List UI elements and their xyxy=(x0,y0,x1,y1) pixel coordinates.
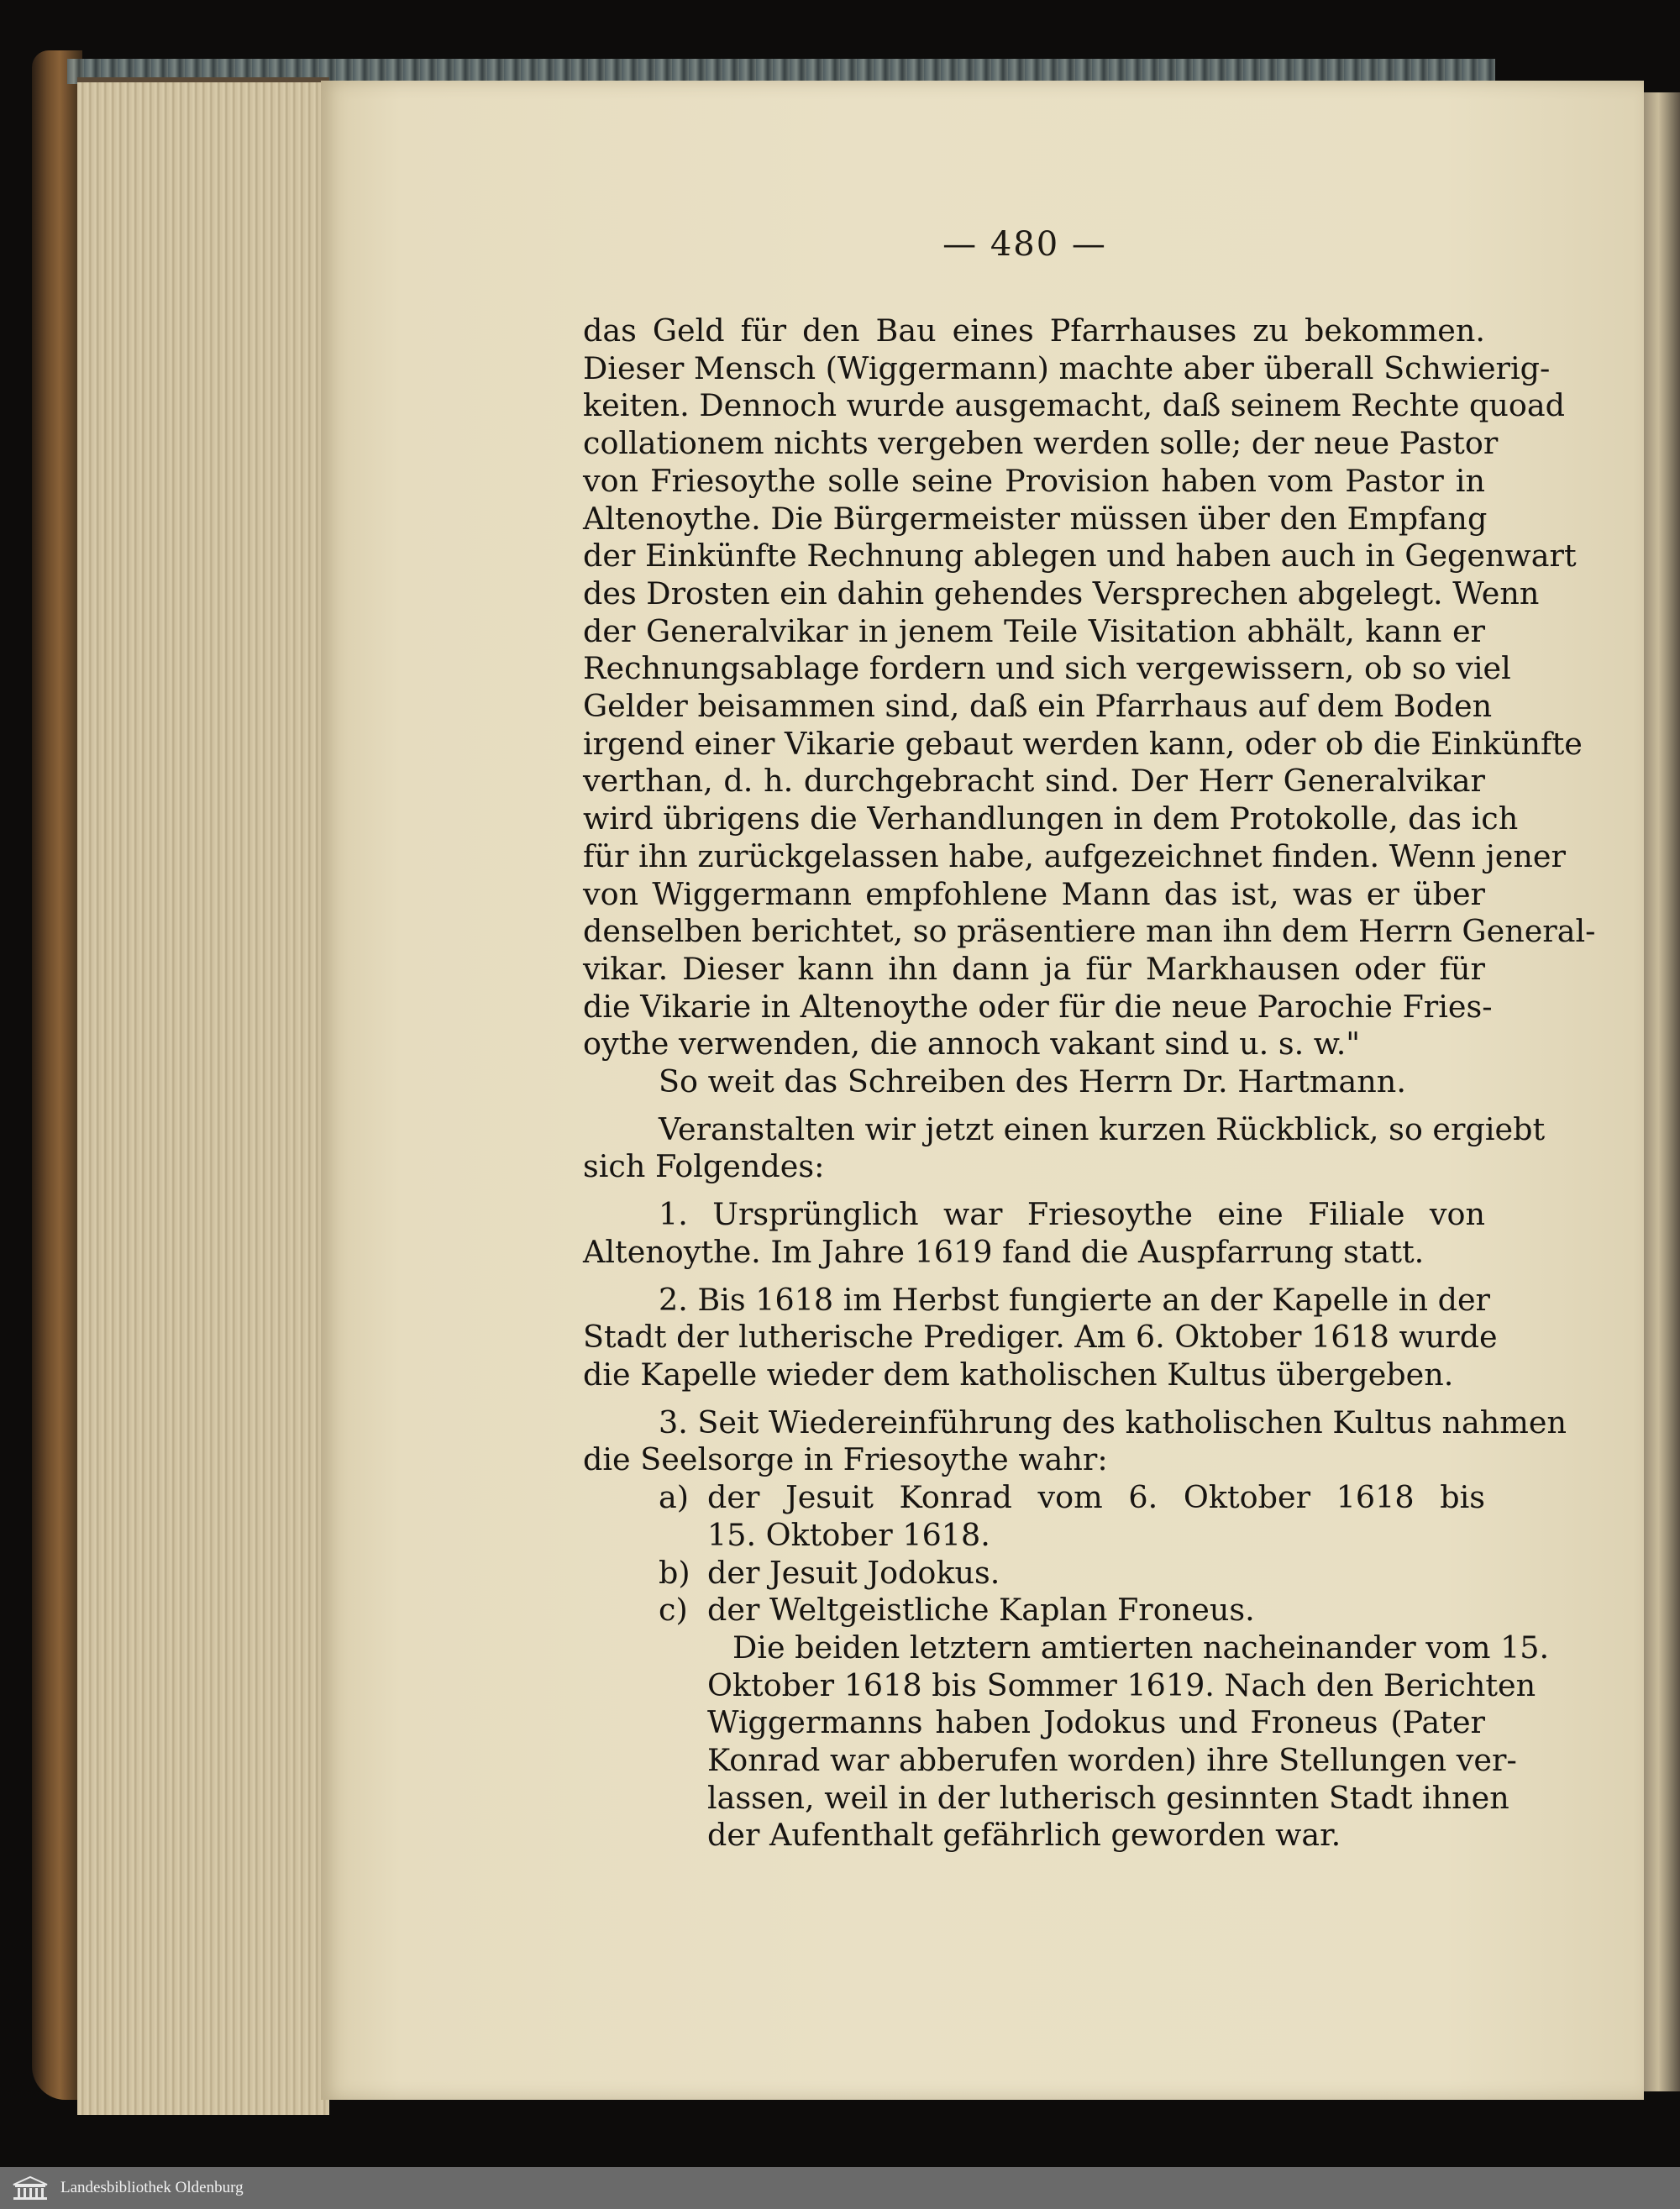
paragraph-5 xyxy=(583,1281,1498,1394)
list-marker: b) xyxy=(659,1554,690,1591)
paragraph-1 xyxy=(583,312,1596,1063)
text-line: keiten. Dennoch wurde ausgemacht, daß seinem Rechte quoad xyxy=(583,387,1566,424)
text-line: für ihn zurückgelassen habe, aufgezeichnet finden. Wenn jener xyxy=(583,837,1566,874)
text-line: vikar. Dieser kann ihn dann ja für Markhausen oder für xyxy=(583,950,1485,987)
text-line: die Vikarie in Altenoythe oder für die neue Parochie Fries- xyxy=(583,988,1493,1025)
paragraph-4 xyxy=(583,1196,1485,1271)
text-line: die Kapelle wieder dem katholischen Kultus übergeben. xyxy=(583,1356,1454,1393)
list-item-text: 15. Oktober 1618. xyxy=(707,1516,990,1553)
text-line: wird übrigens die Verhandlungen in dem Protokolle, das ich xyxy=(583,800,1519,837)
text-line: oythe verwenden, die annoch vakant sind u. s. w." xyxy=(583,1026,1361,1063)
text-line: verthan, d. h. durchgebracht sind. Der Herr Generalvikar xyxy=(583,763,1485,800)
paragraph-3 xyxy=(583,1110,1546,1186)
page-block-edges xyxy=(77,77,329,2115)
text-line: sich Folgendes: xyxy=(583,1148,825,1185)
text-line: von Friesoythe solle seine Provision haben vom Pastor in xyxy=(583,462,1485,499)
footer-label: Landesbibliothek Oldenburg xyxy=(60,2179,244,2196)
text-line: Altenoythe. Im Jahre 1619 fand die Auspfarrung statt. xyxy=(583,1233,1425,1270)
text-line: des Drosten ein dahin gehendes Versprechen abgelegt. Wenn xyxy=(583,575,1540,611)
text-line: das Geld für den Bau eines Pfarrhauses zu bekommen. xyxy=(583,312,1485,349)
right-page-edge xyxy=(1644,92,1680,2091)
list-item-text: der Weltgeistliche Kaplan Froneus. xyxy=(707,1592,1255,1629)
text-line: der Generalvikar in jenem Teile Visitation abhält, kann er xyxy=(583,612,1485,649)
text-line: von Wiggermann empfohlene Mann das ist, was er über xyxy=(583,875,1485,912)
text-line: Die beiden letztern amtierten nacheinander vom 15. xyxy=(732,1629,1550,1666)
text-line: 1. Ursprünglich war Friesoythe eine Filiale von xyxy=(659,1196,1485,1233)
text-line: 3. Seit Wiedereinführung des katholischen Kultus nahmen xyxy=(659,1404,1567,1440)
text-line: der Einkünfte Rechnung ablegen und haben auch in Gegenwart xyxy=(583,538,1577,575)
text-line: der Aufenthalt gefährlich geworden war. xyxy=(707,1817,1341,1854)
text-line: Wiggermanns haben Jodokus und Froneus (Pater xyxy=(707,1704,1485,1741)
text-line: die Seelsorge in Friesoythe wahr: xyxy=(583,1441,1108,1478)
paragraph-7 xyxy=(583,1629,1550,1855)
paragraph-2 xyxy=(583,1063,1485,1101)
text-line: irgend einer Vikarie gebaut werden kann, oder ob die Einkünfte xyxy=(583,725,1583,762)
text-line: collationem nichts vergeben werden solle; der neue Pastor xyxy=(583,425,1499,462)
list-marker: a) xyxy=(659,1479,690,1516)
list-item-text: der Jesuit Konrad vom 6. Oktober 1618 bis xyxy=(707,1479,1485,1516)
text-line: Oktober 1618 bis Sommer 1619. Nach den Berichten xyxy=(707,1666,1536,1703)
text-line: Gelder beisammen sind, daß ein Pfarrhaus auf dem Boden xyxy=(583,688,1493,725)
list-item-c xyxy=(583,1592,1485,1629)
library-building-icon xyxy=(12,2175,49,2201)
page-text xyxy=(583,312,1596,1855)
footer-bar xyxy=(0,2167,1680,2209)
page-number: — 480 — xyxy=(942,225,1107,264)
paragraph-6 xyxy=(583,1404,1567,1479)
text-line: So weit das Schreiben des Herrn Dr. Hartmann. xyxy=(659,1063,1406,1100)
text-line: Altenoythe. Die Bürgermeister müssen über den Empfang xyxy=(583,500,1488,537)
text-line: Konrad war abberufen worden) ihre Stellungen ver- xyxy=(707,1742,1517,1779)
text-line: denselben berichtet, so präsentiere man ihn dem Herrn General- xyxy=(583,913,1596,950)
text-line: lassen, weil in der lutherisch gesinnten Stadt ihnen xyxy=(707,1779,1509,1816)
list-item-b xyxy=(583,1555,1485,1592)
text-line: Dieser Mensch (Wiggermann) machte aber überall Schwierig- xyxy=(583,349,1551,386)
list-item-text: der Jesuit Jodokus. xyxy=(707,1554,1000,1591)
enumerated-list xyxy=(583,1479,1485,1629)
text-line: 2. Bis 1618 im Herbst fungierte an der Kapelle in der xyxy=(659,1281,1490,1318)
book-cover-edge xyxy=(32,50,82,2100)
text-line: Rechnungsablage fordern und sich vergewissern, ob so viel xyxy=(583,650,1511,687)
text-line: Stadt der lutherische Prediger. Am 6. Oktober 1618 wurde xyxy=(583,1319,1498,1356)
list-item-a xyxy=(583,1479,1485,1517)
text-line: Veranstalten wir jetzt einen kurzen Rückblick, so ergiebt xyxy=(659,1110,1546,1147)
list-marker: c) xyxy=(659,1592,688,1629)
